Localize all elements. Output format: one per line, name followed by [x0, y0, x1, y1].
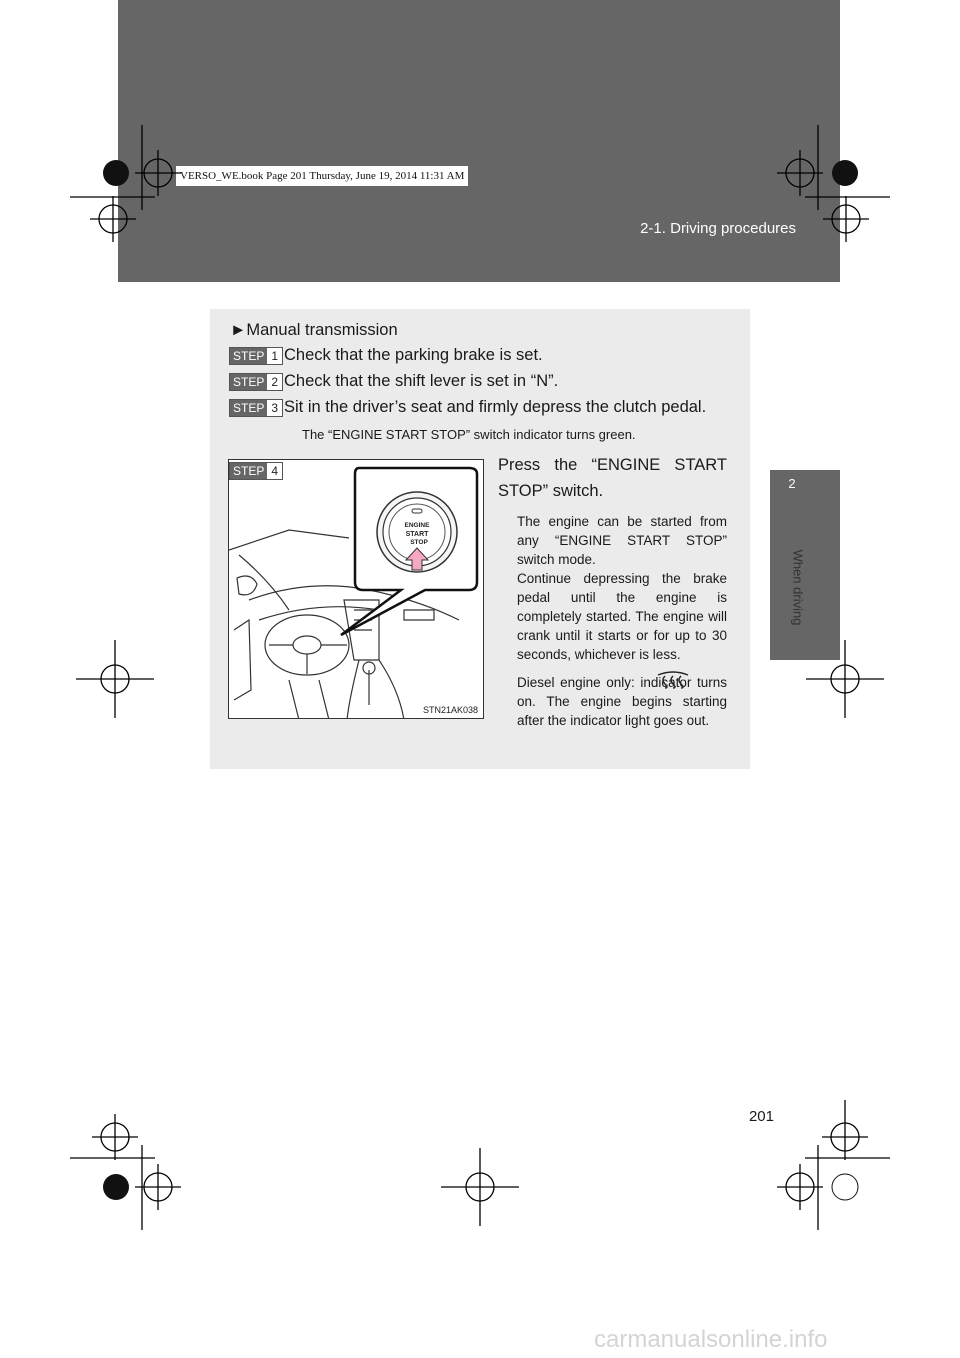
step-4-paragraph-3: Diesel engine only: indicator turns on. The engine begins starting after the indicator light goes out. — [517, 675, 727, 728]
step-badge: STEP 2 — [229, 373, 283, 391]
step-badge: STEP 4 — [229, 462, 283, 480]
step-text: Sit in the driver’s seat and firmly depress the clutch pedal. — [284, 398, 707, 416]
step-4-text: Press the “ENGINE START STOP” switch. — [498, 456, 727, 500]
button-label-start: START — [405, 531, 429, 538]
step-text: Check that the shift lever is set in “N”. — [284, 372, 559, 390]
step-badge: STEP 1 — [229, 347, 283, 365]
site-watermark: carmanualsonline.info — [594, 1326, 828, 1353]
print-stamp: VERSO_WE.book Page 201 Thursday, June 19, 2014 11:31 AM — [176, 166, 468, 186]
step-4-paragraph-1: The engine can be started from any “ENGINE START STOP” switch mode. — [517, 514, 727, 567]
illustration-code: STN21AK038 — [422, 705, 478, 715]
step-4-paragraph-2: Continue depressing the brake pedal until the engine is completely started. The engine will crank until it starts or for up to 30 seconds, whichever is less. — [517, 571, 727, 662]
section-title: ►Manual transmission — [230, 321, 398, 339]
running-header-title: 2-1. Driving procedures — [640, 220, 796, 237]
step-badge: STEP 3 — [229, 399, 283, 417]
button-label-engine: ENGINE — [404, 522, 430, 529]
chapter-tab-label: When driving — [790, 549, 806, 626]
step-text: Check that the parking brake is set. — [284, 346, 543, 364]
chapter-tab-number: 2 — [788, 476, 796, 491]
step-3-note: The “ENGINE START STOP” switch indicator turns green. — [302, 427, 636, 442]
button-label-stop: STOP — [410, 539, 428, 546]
page-number: 201 — [748, 1108, 774, 1125]
